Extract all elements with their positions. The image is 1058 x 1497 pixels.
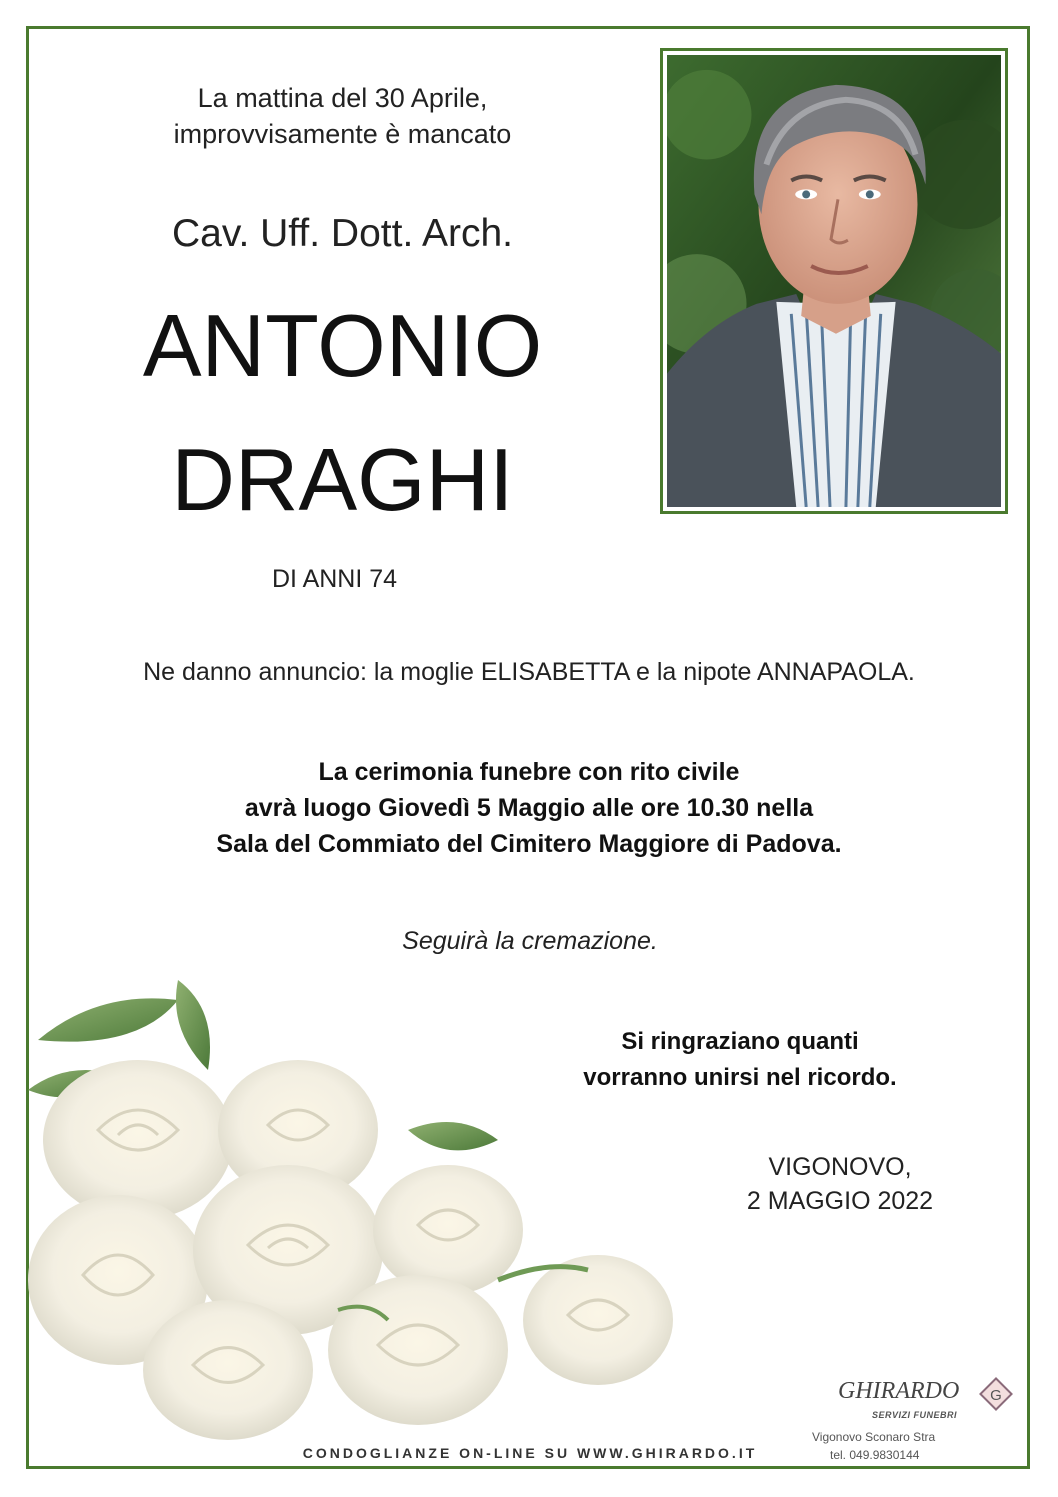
thanks-line-2: vorranno unirsi nel ricordo. <box>583 1064 897 1091</box>
logo-diamond-icon <box>978 1376 1014 1412</box>
thanks-line-1: Si ringraziano quanti <box>621 1028 859 1055</box>
announcement-text: Ne danno annuncio: la moglie ELISABETTA e la nipote ANNAPAOLA. <box>143 658 915 686</box>
ceremony-details <box>60 754 998 862</box>
intro-text <box>120 80 565 152</box>
logo-subtitle: SERVIZI FUNEBRI <box>872 1410 958 1420</box>
deceased-first-name: ANTONIO <box>142 296 543 395</box>
ceremony-line-2: avrà luogo Giovedì 5 Maggio alle ore 10.30 nella <box>244 794 814 822</box>
portrait-image <box>667 55 1001 507</box>
ceremony-line-3: Sala del Commiato del Cimitero Maggiore di Padova. <box>216 830 842 858</box>
deceased-last-name: DRAGHI <box>171 430 514 529</box>
place-text: VIGONOVO, <box>768 1153 912 1181</box>
logo-address: Vigonovo Sconaro Stra <box>812 1430 936 1444</box>
condolences-footer: CONDOGLIANZE ON-LINE SU WWW.GHIRARDO.IT <box>302 1445 758 1461</box>
intro-line-2: improvvisamente è mancato <box>173 119 512 149</box>
honorific-title: Cav. Uff. Dott. Arch. <box>171 212 513 255</box>
date-text: 2 MAGGIO 2022 <box>746 1187 934 1215</box>
ceremony-line-1: La cerimonia funebre con rito civile <box>318 758 740 786</box>
logo-mark-letter: G <box>990 1387 1002 1404</box>
age-text: DI ANNI 74 <box>272 565 398 593</box>
logo-phone: tel. 049.9830144 <box>830 1448 920 1462</box>
thanks-text <box>520 1024 960 1096</box>
place-and-date <box>720 1150 960 1218</box>
cremation-text: Seguirà la cremazione. <box>402 927 658 955</box>
intro-line-1: La mattina del 30 Aprile, <box>197 83 488 113</box>
logo-name: GHIRARDO <box>838 1378 960 1404</box>
funeral-home-logo <box>812 1370 1030 1470</box>
portrait-photo <box>660 48 1008 514</box>
